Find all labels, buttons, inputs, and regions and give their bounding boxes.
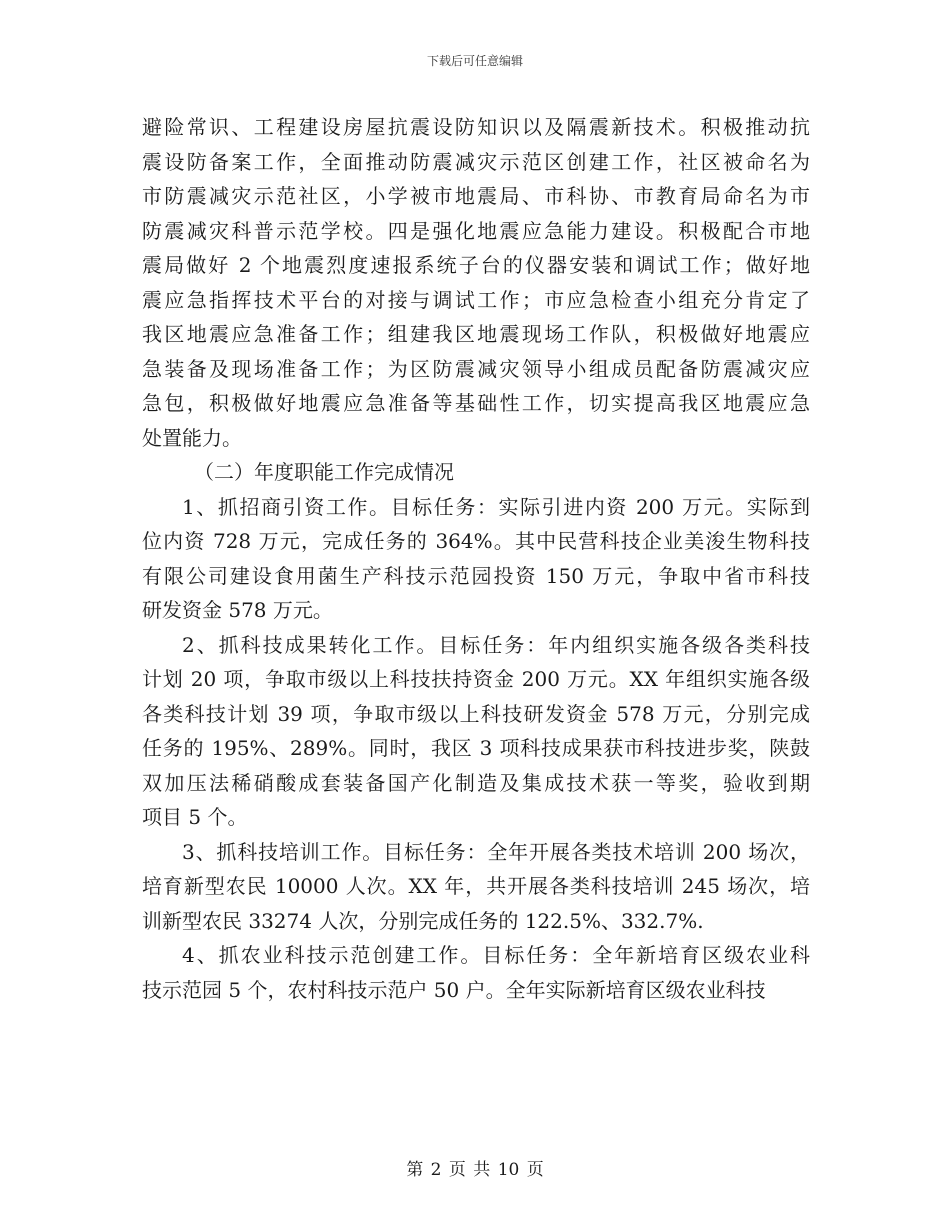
text-line: 急装备及现场准备工作；为区防震减灾领导小组成员配备防震减灾应 — [142, 356, 810, 381]
text-line: 震应急指挥技术平台的对接与调试工作；市应急检查小组充分肯定了 — [142, 287, 810, 312]
text-line: 4、抓农业科技示范创建工作。目标任务：全年新培育区级农业科 — [182, 943, 810, 967]
document-body — [142, 110, 810, 1007]
text-line: 震局做好 2 个地震烈度速报系统子台的仪器安装和调试工作；做好地 — [142, 253, 810, 277]
page-header: 下载后可任意编辑 — [426, 54, 523, 68]
text-line: 项目 5 个。 — [142, 805, 248, 829]
page-footer: 第 2 页 共 10 页 — [406, 1160, 544, 1180]
text-line: 防震减灾科普示范学校。四是强化地震应急能力建设。积极配合市地 — [142, 218, 810, 243]
text-line: 急包，积极做好地震应急准备等基础性工作，切实提高我区地震应急 — [142, 391, 810, 415]
text-line: 位内资 728 万元，完成任务的 364%。其中民营科技企业美浚生物科技 — [142, 529, 810, 553]
text-line: 培育新型农民 10000 人次。XX 年，共开展各类科技培训 245 场次，培 — [142, 874, 810, 898]
section-heading: （二）年度职能工作完成情况 — [194, 460, 454, 484]
text-line: 任务的 195%、289%。同时，我区 3 项科技成果获市科技进步奖，陕鼓 — [142, 736, 810, 760]
text-line: 3、抓科技培训工作。目标任务：全年开展各类技术培训 200 场次， — [182, 839, 810, 864]
text-line: 2、抓科技成果转化工作。目标任务：年内组织实施各级各类科技 — [182, 632, 810, 657]
text-line: 震设防备案工作，全面推动防震减灾示范区创建工作，社区被命名为 — [142, 149, 810, 174]
text-line: 计划 20 项，争取市级以上科技扶持资金 200 万元。XX 年组织实施各级 — [142, 667, 810, 691]
text-line: 技示范园 5 个，农村科技示范户 50 户。全年实际新培育区级农业科技 — [142, 977, 766, 1002]
text-line: 市防震减灾示范社区，小学被市地震局、市科协、市教育局命名为市 — [142, 184, 810, 208]
text-line: 我区地震应急准备工作；组建我区地震现场工作队，积极做好地震应 — [142, 322, 810, 346]
text-line: 有限公司建设食用菌生产科技示范园投资 150 万元，争取中省市科技 — [142, 563, 810, 588]
text-line: 处置能力。 — [142, 425, 242, 450]
text-line: 避险常识、工程建设房屋抗震设防知识以及隔震新技术。积极推动抗 — [142, 115, 810, 139]
text-line: 1、抓招商引资工作。目标任务：实际引进内资 200 万元。实际到 — [182, 494, 810, 519]
text-line: 训新型农民 33274 人次，分别完成任务的 122.5%、332.7%. — [142, 908, 704, 933]
text-line: 双加压法稀硝酸成套装备国产化制造及集成技术获一等奖，验收到期 — [142, 770, 810, 795]
text-line: 各类科技计划 39 项，争取市级以上科技研发资金 578 万元，分别完成 — [142, 701, 810, 726]
text-line: 研发资金 578 万元。 — [142, 598, 333, 622]
